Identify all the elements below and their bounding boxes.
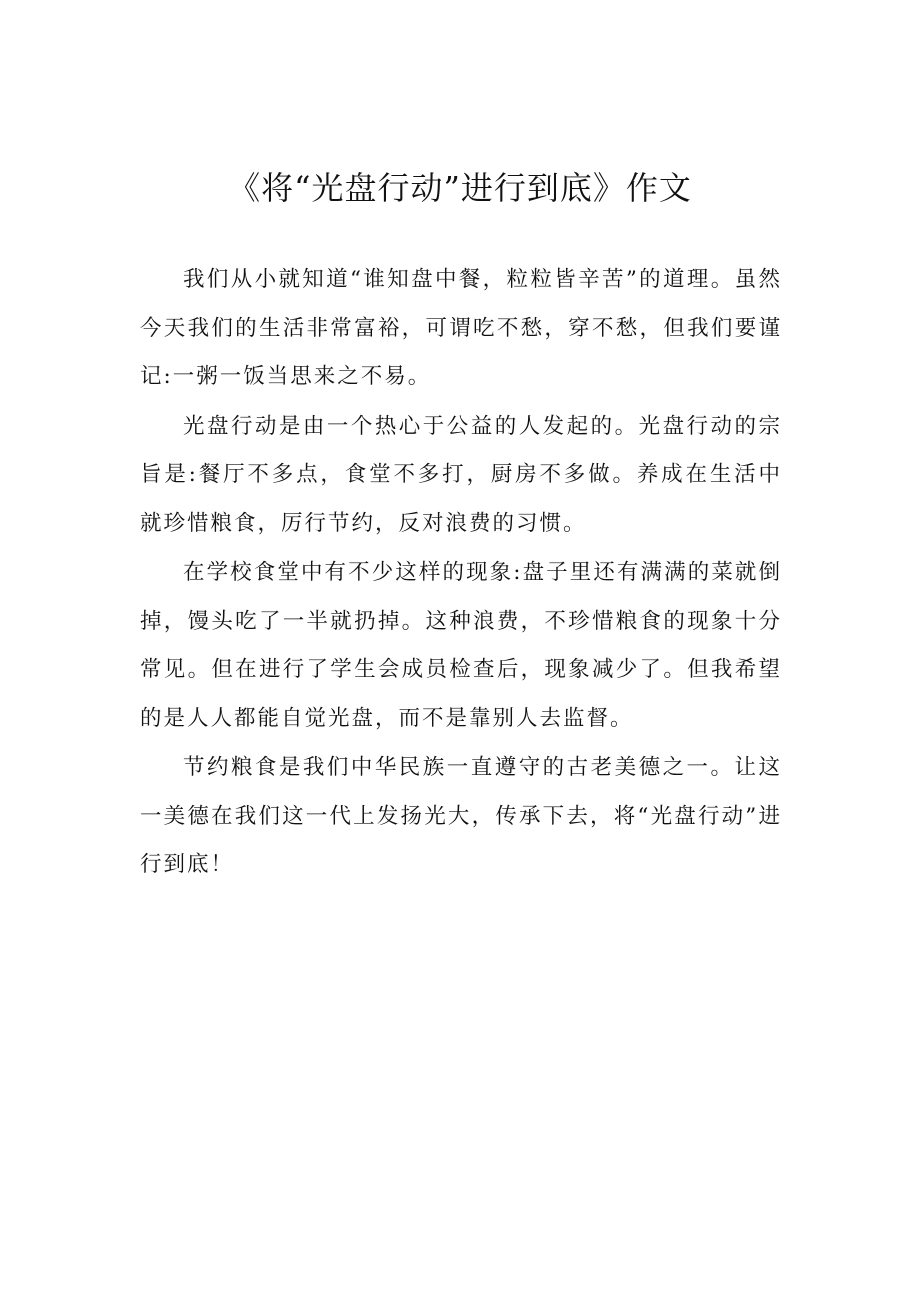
document-body — [140, 256, 782, 891]
paragraph-4: 节约粮食是我们中华民族一直遵守的古老美德之一。让这一美德在我们这一代上发扬光大，传承下去，将“光盘行动”进行到底！ — [140, 755, 782, 877]
paragraph-1: 我们从小就知道“谁知盘中餐，粒粒皆辛苦”的道理。虽然今天我们的生活非常富裕，可谓吃不愁，穿不愁，但我们要谨记:一粥一饭当思来之不易。 — [140, 267, 782, 389]
document-title: 《将“光盘行动”进行到底》作文 — [228, 169, 692, 207]
paragraph-3: 在学校食堂中有不少这样的现象:盘子里还有满满的菜就倒掉，馒头吃了一半就扔掉。这种浪费，不珍惜粮食的现象十分常见。但在进行了学生会成员检查后，现象减少了。但我希望的是人人都能自觉光盘，而不是靠别人去监督。 — [140, 560, 782, 731]
paragraph-2: 光盘行动是由一个热心于公益的人发起的。光盘行动的宗旨是:餐厅不多点，食堂不多打，厨房不多做。养成在生活中就珍惜粮食，厉行节约，反对浪费的习惯。 — [140, 413, 782, 536]
